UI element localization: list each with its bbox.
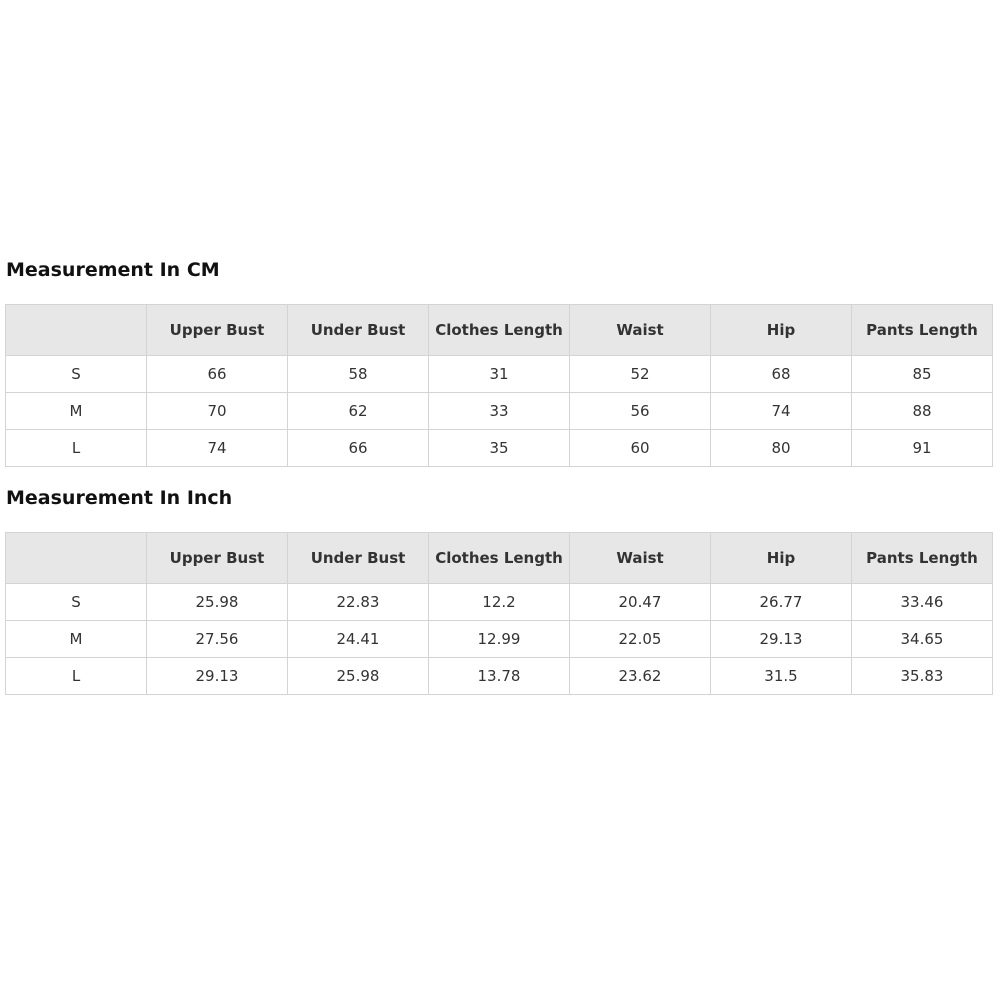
table-header-row — [6, 533, 993, 584]
table-cell: 88 — [852, 393, 993, 430]
header-cell-hip: Hip — [711, 305, 852, 356]
table-header-row — [6, 305, 993, 356]
table-cell: 24.41 — [288, 621, 429, 658]
table-cell: 31.5 — [711, 658, 852, 695]
size-label-cell: S — [6, 584, 147, 621]
inch-size-table — [5, 532, 993, 695]
header-cell-pants-length: Pants Length — [852, 533, 993, 584]
table-cell: 22.05 — [570, 621, 711, 658]
table-cell: 62 — [288, 393, 429, 430]
header-cell-size — [6, 305, 147, 356]
table-cell: 13.78 — [429, 658, 570, 695]
table-cell: 26.77 — [711, 584, 852, 621]
header-cell-under-bust: Under Bust — [288, 533, 429, 584]
table-cell: 12.2 — [429, 584, 570, 621]
table-row — [6, 658, 993, 695]
header-cell-clothes-length: Clothes Length — [429, 533, 570, 584]
table-cell: 22.83 — [288, 584, 429, 621]
size-label-cell: M — [6, 393, 147, 430]
table-cell: 58 — [288, 356, 429, 393]
header-cell-hip: Hip — [711, 533, 852, 584]
table-row — [6, 584, 993, 621]
table-cell: 33 — [429, 393, 570, 430]
table-cell: 56 — [570, 393, 711, 430]
header-cell-clothes-length: Clothes Length — [429, 305, 570, 356]
table-cell: 34.65 — [852, 621, 993, 658]
table-cell: 25.98 — [147, 584, 288, 621]
table-cell: 27.56 — [147, 621, 288, 658]
table-cell: 66 — [147, 356, 288, 393]
table-cell: 20.47 — [570, 584, 711, 621]
size-label-cell: S — [6, 356, 147, 393]
header-cell-upper-bust: Upper Bust — [147, 533, 288, 584]
table-cell: 91 — [852, 430, 993, 467]
table-cell: 68 — [711, 356, 852, 393]
table-cell: 31 — [429, 356, 570, 393]
table-row — [6, 430, 993, 467]
cm-size-table — [5, 304, 993, 467]
table-row — [6, 356, 993, 393]
size-label-cell: L — [6, 658, 147, 695]
table-cell: 12.99 — [429, 621, 570, 658]
table-cell: 80 — [711, 430, 852, 467]
header-cell-pants-length: Pants Length — [852, 305, 993, 356]
table-cell: 29.13 — [147, 658, 288, 695]
header-cell-upper-bust: Upper Bust — [147, 305, 288, 356]
table-cell: 33.46 — [852, 584, 993, 621]
table-cell: 66 — [288, 430, 429, 467]
header-cell-waist: Waist — [570, 305, 711, 356]
table-cell: 23.62 — [570, 658, 711, 695]
table-cell: 74 — [711, 393, 852, 430]
table-row — [6, 621, 993, 658]
table-row — [6, 393, 993, 430]
table-cell: 74 — [147, 430, 288, 467]
table-cell: 35.83 — [852, 658, 993, 695]
table-cell: 25.98 — [288, 658, 429, 695]
table-cell: 70 — [147, 393, 288, 430]
header-cell-under-bust: Under Bust — [288, 305, 429, 356]
table-cell: 52 — [570, 356, 711, 393]
size-label-cell: L — [6, 430, 147, 467]
table-cell: 35 — [429, 430, 570, 467]
cm-section-title: Measurement In CM — [6, 259, 220, 281]
table-cell: 29.13 — [711, 621, 852, 658]
header-cell-size — [6, 533, 147, 584]
header-cell-waist: Waist — [570, 533, 711, 584]
size-label-cell: M — [6, 621, 147, 658]
table-cell: 60 — [570, 430, 711, 467]
inch-section-title: Measurement In Inch — [6, 487, 233, 509]
table-cell: 85 — [852, 356, 993, 393]
